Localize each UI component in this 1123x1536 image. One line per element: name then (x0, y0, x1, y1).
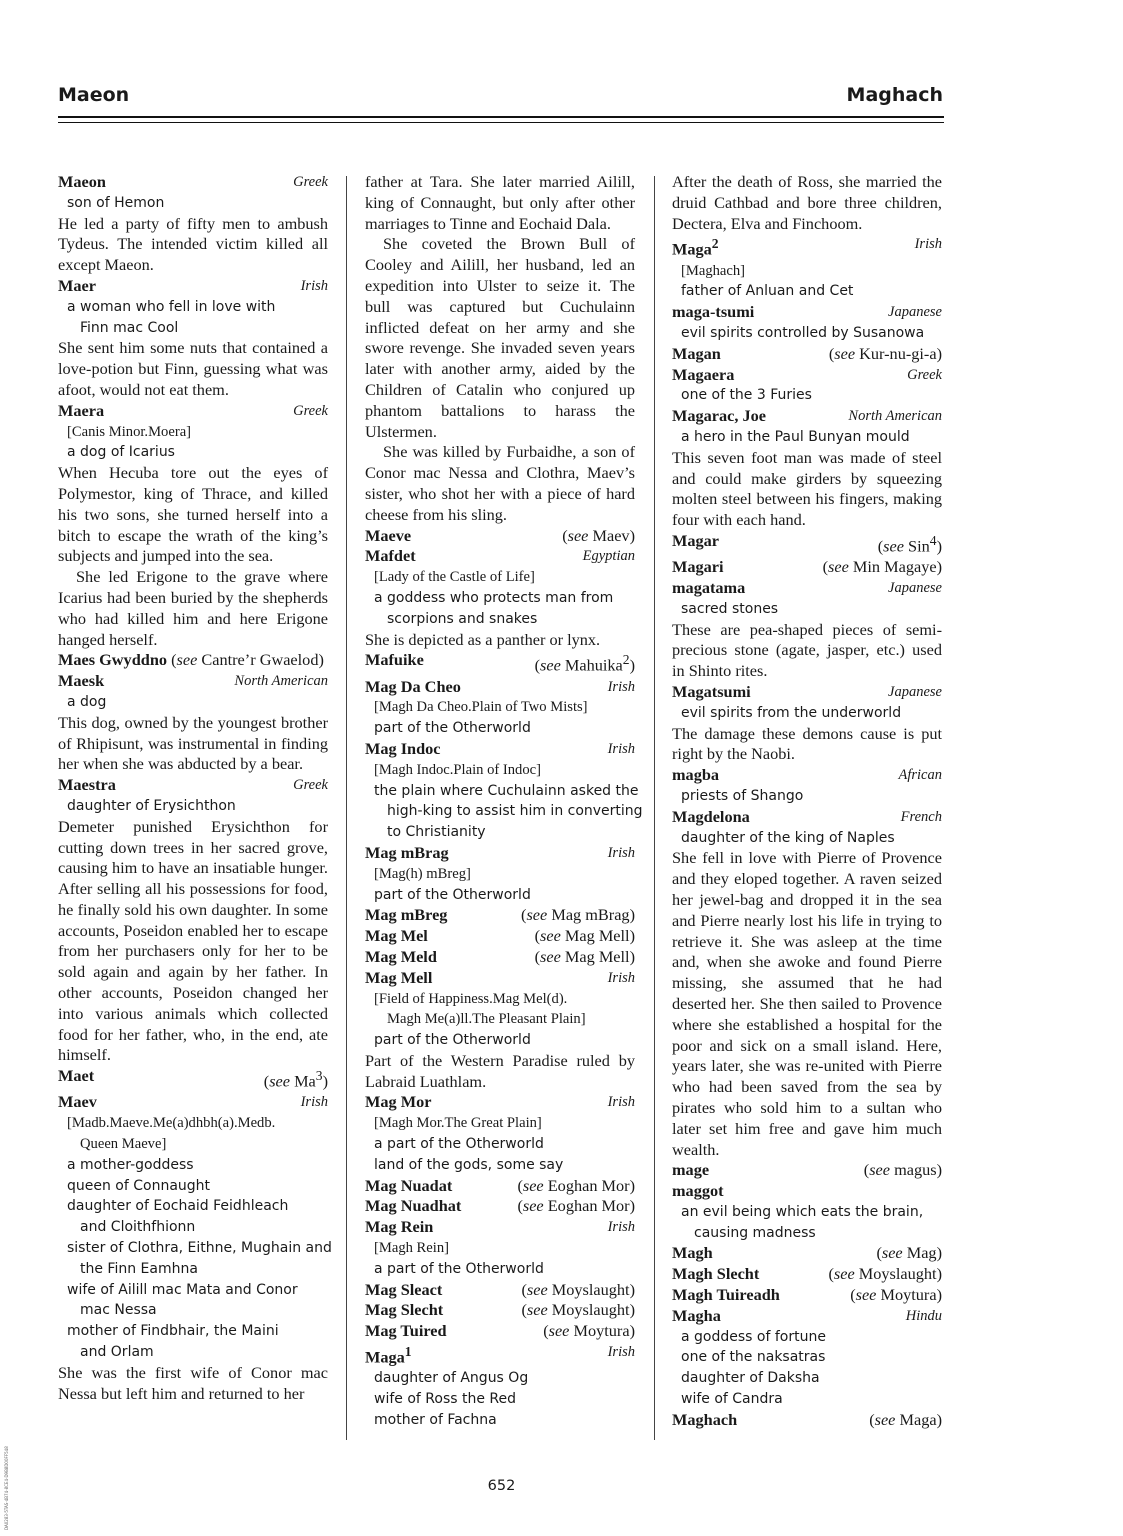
see-label: see (269, 1071, 290, 1091)
entry-term: Maet (58, 1066, 95, 1086)
entry-cross-reference (365, 1321, 635, 1342)
entry-term (365, 677, 461, 698)
entry-term (58, 276, 96, 297)
running-header-right: Maghach (846, 84, 943, 106)
see-label: see (883, 536, 904, 556)
reference-target: Maev (592, 525, 630, 545)
entry-definition: daughter of the king of Naples (681, 829, 895, 846)
cross-reference: (see Moytura) (850, 1285, 942, 1305)
entry-definition: a woman who fell in love with (67, 298, 276, 315)
entry-definition: daughter of Eochaid Feidhleach (67, 1198, 289, 1215)
entry-origin-tag: Japanese (888, 579, 942, 596)
entry-origin-tag: African (898, 767, 942, 784)
entry-origin-tag: Japanese (888, 304, 942, 321)
entry-headword-line (58, 276, 328, 297)
entry-term: Maeve (365, 525, 412, 545)
entry-term-text: Mag Indoc (365, 738, 441, 758)
entry-term-text: Mag Mor (365, 1092, 432, 1112)
entry-term (365, 1217, 433, 1238)
entry-headword-line (365, 546, 635, 567)
entry-term: Mag Meld (365, 946, 437, 966)
entry-headword-line (58, 671, 328, 692)
reference-target: Cantre’r Gwaelod) (197, 650, 324, 670)
entry-term-text: Maev (58, 1092, 97, 1112)
entry-body-text: father at Tara. She later married Ailill, king of Connaught, but only after other marriages to Tinne and Eochaid Dala. (365, 172, 635, 233)
entry-term: Magh (672, 1243, 713, 1263)
entry-origin-tag: Japanese (888, 683, 942, 700)
entry-alternate-names: [Magh Indoc.Plain of Indoc] (374, 761, 541, 778)
entry-definition: sister of Clothra, Eithne, Mughain and (67, 1240, 332, 1257)
entry-alternate-names: [Canis Minor.Moera] (67, 423, 192, 440)
entry-term-text: Mafdet (365, 546, 416, 566)
entry-term-superscript: 1 (404, 1344, 412, 1360)
entry-term-text: maggot (672, 1181, 724, 1201)
entry-term-text: Maeon (58, 172, 106, 191)
entry-cross-reference (365, 1196, 635, 1217)
entry-origin-tag: Greek (293, 402, 328, 419)
entry-definition: part of the Otherworld (374, 720, 531, 737)
entry-term (58, 1092, 97, 1113)
entry-term: mage (672, 1160, 710, 1180)
entry-body-text: Part of the Western Paradise ruled by Labraid Luathlam. (365, 1050, 635, 1091)
cross-reference: (see magus) (863, 1160, 942, 1180)
entry-origin-tag: Irish (607, 844, 635, 861)
reference-target: Moytura (573, 1321, 630, 1341)
entry-origin-tag: Egyptian (582, 548, 635, 565)
entry-definition: the Finn Eamhna (80, 1260, 198, 1277)
entry-term-text: Magdelona (672, 806, 750, 826)
entry-term: Magan (672, 343, 721, 363)
reference-target: Mahuika (564, 655, 623, 675)
entry-headword-line (365, 843, 635, 864)
entry-alternate-names: [Field of Happiness.Mag Mel(d). (374, 990, 568, 1007)
reference-target: magus (894, 1160, 937, 1180)
entry-term-text: magatama (672, 577, 746, 597)
entry-term-text: Maestra (58, 775, 116, 795)
entry-headword-line (365, 1342, 635, 1368)
entry-cross-reference (365, 947, 635, 968)
cross-reference: (see Eoghan Mor) (517, 1196, 635, 1216)
reference-superscript: 2 (622, 652, 630, 668)
header-rule-thick (58, 116, 944, 118)
entry-definition: priests of Shango (681, 787, 804, 804)
entry-body-text: She was killed by Furbaidhe, a son of Conor mac Nessa and Clothra, Maev’s sister, who shot her with a piece of hard cheese from his sling. (365, 442, 635, 524)
entry-alternate-names: Queen Maeve] (80, 1136, 167, 1153)
see-label: see (540, 926, 561, 946)
see-label: see (869, 1160, 890, 1180)
entry-term: Maghach (672, 1409, 738, 1429)
entry-term-text: Maer (58, 275, 96, 295)
entry-definition: part of the Otherworld (374, 1032, 531, 1049)
entry-term (365, 843, 449, 864)
entry-origin-tag: Irish (607, 740, 635, 757)
entry-term (58, 671, 104, 692)
entry-body-text: She sent him some nuts that contained a love-potion but Finn, guessing what was afoot, would not eat them. (58, 338, 328, 399)
see-label: see (833, 1264, 855, 1284)
entry-term-text: Magarac, Joe (672, 406, 767, 426)
entry-cross-reference (365, 926, 635, 947)
reference-target: Kur-nu-gi-a (859, 343, 937, 363)
entry-definition: sacred stones (681, 600, 779, 617)
entry-body-text: The damage these demons cause is put right by the Naobi. (672, 723, 942, 764)
entry-term (672, 302, 754, 323)
entry-origin-tag: Irish (607, 678, 635, 695)
see-label: see (522, 1196, 544, 1216)
entry-body-text: These are pea-shaped pieces of semi-precious stone (agate, jasper, etc.) used in Shinto rites. (672, 619, 942, 681)
entry-cross-reference (672, 557, 942, 578)
column-divider (346, 176, 347, 1440)
entry-definition: daughter of Erysichthon (67, 797, 236, 814)
entry-term: Mag mBreg (365, 905, 448, 925)
entry-body-text: She coveted the Brown Bull of Cooley and Ailill, her husband, led an expedition into Ulster to seize it. The bull was captured but Cuchulainn inflicted defeat on her army and she swore revenge. She invaded seven years later with another army, aided by the Children of Catalin who conjured up phantom battalions to harass the Ulstermen. (365, 234, 635, 441)
entry-headword-line (672, 406, 942, 427)
entry-definition: father of Anluan and Cet (681, 283, 854, 300)
entry-definition: mother of Findbhair, the Maini (67, 1323, 279, 1340)
entry-definition: queen of Connaught (67, 1177, 211, 1194)
entry-definition: a hero in the Paul Bunyan mould (681, 428, 910, 445)
entry-term: Magh Slecht (672, 1264, 760, 1284)
entry-term: Mag Tuired (365, 1321, 447, 1341)
reference-superscript: 4 (929, 532, 937, 548)
entry-definition: daughter of Angus Og (374, 1370, 529, 1387)
see-label: see (540, 946, 561, 966)
entry-term (365, 1092, 431, 1113)
entry-definition: high-king to assist him in converting (387, 803, 643, 820)
entry-headword-line (672, 1306, 942, 1327)
open-paren: ( (167, 650, 177, 670)
entry-term-text: Mag mBrag (365, 842, 449, 862)
entry-term: Magari (672, 557, 724, 577)
entry-definition: wife of Ross the Red (374, 1391, 517, 1408)
entry-definition: and Orlam (80, 1344, 154, 1361)
entry-term (672, 807, 750, 828)
entry-term (365, 968, 432, 989)
reference-target: Moyslaught (551, 1300, 630, 1320)
entry-body-text: This seven foot man was made of steel and could make girders by squeezing molten steel between his fingers, making four with each hand. (672, 447, 942, 530)
entry-origin-tag: North American (234, 673, 328, 690)
entry-definition: a part of the Otherworld (374, 1260, 544, 1277)
cross-reference: (see Moytura) (543, 1321, 635, 1341)
entry-term: Mag Nuadat (365, 1175, 453, 1195)
entry-headword-line (672, 807, 942, 828)
entry-definition: a mother-goddess (67, 1156, 194, 1173)
entry-term-text: maga-tsumi (672, 302, 755, 322)
cross-reference: (see Maga) (869, 1409, 942, 1429)
reference-target: Mag Mell (564, 946, 630, 966)
entry-term (58, 775, 116, 796)
entry-headword-line (58, 775, 328, 796)
entry-term-text: Maga (365, 1347, 405, 1367)
header-rule-thin (58, 122, 944, 123)
entry-definition: a dog of Icarius (67, 444, 175, 461)
entry-term-text: magba (672, 765, 720, 785)
see-label: see (526, 1279, 548, 1299)
entry-term-text: Maesk (58, 671, 105, 691)
entry-headword-line (672, 365, 942, 386)
entry-term: Mag Nuadhat (365, 1196, 462, 1216)
entry-term (672, 1181, 724, 1202)
column-1 (58, 172, 332, 1404)
entry-headword-line (58, 172, 328, 193)
entry-cross-reference (365, 1300, 635, 1321)
entry-definition: and Cloithfhionn (80, 1219, 196, 1236)
reference-superscript: 3 (315, 1068, 323, 1084)
entry-headword-line (672, 578, 942, 599)
cross-reference: (see Maev) (562, 525, 635, 545)
entry-cross-reference (672, 531, 942, 557)
reference-target: Mag mBrag (551, 905, 630, 925)
entry-definition: wife of Ailill mac Mata and Conor (67, 1281, 298, 1298)
entry-origin-tag: Irish (607, 1094, 635, 1111)
entry-definition: an evil being which eats the brain, (681, 1203, 924, 1220)
see-label: see (567, 525, 589, 545)
page-number: 652 (487, 1478, 516, 1494)
cross-reference: (see Moyslaught) (521, 1300, 635, 1320)
cross-reference: (see Kur-nu-gi-a) (828, 343, 942, 363)
see-label: see (828, 557, 849, 577)
entry-definition: a goddess who protects man from (374, 589, 614, 606)
cross-reference: (see Mahuika$^2$) (534, 652, 635, 675)
entry-origin-tag: Greek (293, 174, 328, 190)
entry-headword-line (365, 677, 635, 698)
reference-target: Mag Mell (564, 926, 630, 946)
entry-origin-tag: Irish (300, 277, 328, 294)
cross-reference: (see Sin$^4$) (877, 532, 942, 556)
cross-reference: (see Mag mBrag) (521, 905, 635, 925)
see-label: see (522, 1175, 544, 1195)
entry-body-text: When Hecuba tore out the eyes of Polymestor, king of Thrace, and killed his two sons, she turned herself into a bitch to escape the wrath of the king’s subjects and jumped into the sea. (58, 463, 328, 566)
entry-cross-reference (365, 1280, 635, 1301)
reference-target: Eoghan Mor (547, 1196, 630, 1216)
entry-alternate-names: [Mag(h) mBreg] (374, 865, 471, 882)
cross-reference: (see Eoghan Mor) (517, 1175, 635, 1195)
entry-cross-reference (365, 650, 635, 676)
entry-body-text: Demeter punished Erysichthon for cutting down trees in her sacred grove, causing him to have an insatiable hunger. After selling all his possessions for food, he finally sold his own daughter. In some accounts, Poseidon enabled her to escape from her purchasers only for her to be sold again and again by her father. In other accounts, Poseidon changed her into various animals which collected food for her father, who, in the end, ate himself. (58, 816, 328, 1065)
entry-headword-line (365, 968, 635, 989)
entry-origin-tag: French (900, 808, 942, 825)
entry-definition: mac Nessa (80, 1302, 157, 1319)
entry-cross-reference (672, 1410, 942, 1431)
entry-cross-reference (365, 526, 635, 547)
entry-term: Mag Mel (365, 926, 428, 946)
cross-reference: (see Ma$^3$) (263, 1068, 328, 1091)
entry-body-text: After the death of Ross, she married the druid Cathbad and bore three children, Dectera, Elva and Finchoom. (672, 172, 942, 233)
entry-definition: a dog (67, 693, 107, 710)
running-header-left: Maeon (58, 84, 130, 106)
see-label: see (548, 1321, 570, 1341)
see-label: see (855, 1285, 877, 1305)
see-label: see (881, 1243, 903, 1263)
entry-definition: Finn mac Cool (80, 319, 179, 336)
reference-target: Ma (294, 1071, 316, 1091)
entry-term-text: Mag Da Cheo (365, 676, 461, 696)
reference-target: Maga (899, 1409, 937, 1429)
entry-headword-line (672, 682, 942, 703)
entry-definition: evil spirits controlled by Susanowa (681, 325, 925, 341)
entry-origin-tag: North American (848, 408, 942, 425)
side-code: DA0283-5TAS-4B74-8CE4-D9B8D00FF548 (4, 1446, 9, 1530)
reference-target: Mag (906, 1243, 937, 1263)
entry-origin-tag: Hindu (905, 1307, 942, 1324)
reference-target: Eoghan Mor (547, 1175, 630, 1195)
entry-headword-line (365, 1092, 635, 1113)
entry-cross-reference (672, 1160, 942, 1181)
entry-cross-reference (672, 1285, 942, 1306)
entry-headword-line (365, 739, 635, 760)
entry-term: Mag Slecht (365, 1300, 444, 1320)
entry-headword-line (672, 302, 942, 323)
entry-definition: one of the naksatras (681, 1349, 826, 1366)
entry-origin-tag: Irish (607, 1344, 635, 1361)
entry-headword-line (58, 401, 328, 422)
entry-term (672, 578, 745, 599)
entry-origin-tag: Irish (300, 1094, 328, 1111)
cross-reference: (see Mag Mell) (534, 926, 635, 946)
entry-headword-line (365, 1217, 635, 1238)
entry-term: Magar (672, 530, 720, 550)
reference-target: Sin (908, 536, 930, 556)
entry-term (58, 401, 104, 422)
entry-definition: son of Hemon (67, 194, 165, 211)
entry-cross-reference (58, 1066, 328, 1092)
entry-term (672, 365, 734, 386)
entry-headword-line (58, 1092, 328, 1113)
entry-cross-reference (365, 1176, 635, 1197)
entry-alternate-names: [Magh Mor.The Great Plain] (374, 1115, 542, 1132)
entry-term (672, 682, 751, 703)
entry-origin-tag: Irish (607, 1219, 635, 1236)
entry-term (672, 406, 766, 427)
entry-alternate-names: [Maghach] (681, 262, 746, 279)
see-label: see (874, 1409, 896, 1429)
column-divider (654, 176, 655, 1440)
entry-alternate-names: Magh Me(a)ll.The Pleasant Plain] (387, 1011, 586, 1028)
entry-cross-reference (365, 905, 635, 926)
entry-alternate-names: [Lady of the Castle of Life] (374, 569, 535, 586)
column-3 (672, 172, 942, 1431)
entry-term (365, 546, 416, 567)
entry-body-text: He led a party of fifty men to ambush Tydeus. The intended victim killed all except Maeon. (58, 213, 328, 275)
entry-term-text: Magaera (672, 364, 735, 384)
entry-term (672, 765, 719, 786)
entry-definition: to Christianity (387, 824, 486, 841)
entry-definition: one of the 3 Furies (681, 387, 812, 404)
entry-body-text: She fell in love with Pierre of Provence and they eloped together. A raven seized her jewel-bag and dropped it in the sea and Pierre nearly lost his life in trying to retrieve it. She was asleep at the time and, when she awoke and found Pierre missing, she assumed that he had deserted her. She then sailed to Provence where she established a hospital for the poor and sick on a small island. Here, years later, she was re-united with Pierre who had been saved from the sea by pirates who sold him to a sultan who later set him free and gave him much wealth. (672, 848, 942, 1159)
entry-definition: a goddess of fortune (681, 1328, 826, 1345)
entry-cross-reference (58, 650, 328, 671)
entry-definition: a part of the Otherworld (374, 1136, 544, 1153)
entry-term-text: Mag Mell (365, 967, 433, 987)
entry-term (672, 1306, 721, 1327)
entry-term: Mag Sleact (365, 1279, 443, 1299)
entry-definition: evil spirits from the underworld (681, 704, 902, 721)
reference-target: Moyslaught (551, 1279, 630, 1299)
entry-headword-line (672, 234, 942, 260)
entry-origin-tag: Greek (907, 366, 942, 383)
entry-alternate-names: [Magh Rein] (374, 1240, 449, 1257)
entry-origin-tag: Irish (607, 969, 635, 986)
see-label: see (834, 343, 856, 363)
cross-reference: (see Mag Mell) (534, 946, 635, 966)
entry-term (672, 234, 719, 260)
entry-term: Mafuike (365, 650, 424, 670)
entry-term (58, 172, 106, 193)
see-label: see (176, 650, 198, 670)
entry-alternate-names: [Magh Da Cheo.Plain of Two Mists] (374, 699, 588, 716)
entry-cross-reference (672, 1264, 942, 1285)
entry-body-text: She was the first wife of Conor mac Nessa but left him and returned to her (58, 1362, 328, 1403)
entry-term: Magh Tuireadh (672, 1285, 780, 1305)
entry-term (365, 1342, 412, 1368)
entry-definition: mother of Fachna (374, 1411, 497, 1428)
entry-definition: daughter of Daksha (681, 1370, 820, 1387)
see-label: see (526, 1300, 548, 1320)
entry-headword-line (672, 1181, 942, 1202)
column-2 (365, 172, 643, 1431)
entry-cross-reference (672, 1243, 942, 1264)
entry-body-text: She is depicted as a panther or lynx. (365, 629, 601, 649)
entry-definition: causing madness (694, 1224, 816, 1241)
entry-term-text: Maera (58, 400, 105, 420)
entry-body-text: She led Erigone to the grave where Icarius had been buried by the shepherds who had killed him and here Erigone hanged herself. (58, 567, 328, 649)
cross-reference: (see Min Magaye) (822, 557, 942, 577)
entry-definition: land of the gods, some say (374, 1156, 564, 1173)
entry-body-text: This dog, owned by the youngest brother of Rhipisunt, was instrumental in finding her when she was abducted by a bear. (58, 712, 328, 774)
entry-definition: wife of Candra (681, 1391, 783, 1408)
entry-term-text: Magha (672, 1305, 721, 1325)
entry-cross-reference (672, 344, 942, 365)
entry-term-text: Mag Rein (365, 1217, 434, 1237)
see-label: see (540, 655, 561, 675)
entry-alternate-names: [Madb.Maeve.Me(a)dhbh(a).Medb. (67, 1115, 276, 1132)
cross-reference: (see Moyslaught) (521, 1279, 635, 1299)
see-label: see (526, 905, 548, 925)
reference-target: Min Magaye (852, 557, 937, 577)
reference-target: Moyslaught (858, 1264, 937, 1284)
entry-headword-line (672, 765, 942, 786)
reference-target: Moytura (880, 1285, 937, 1305)
entry-definition: scorpions and snakes (387, 610, 538, 627)
entry-term (365, 739, 441, 760)
entry-origin-tag: Irish (914, 236, 942, 253)
cross-reference: (see Moyslaught) (828, 1264, 942, 1284)
entry-term: Maes Gwyddno (58, 650, 168, 670)
cross-reference: (see Mag) (876, 1243, 942, 1263)
entry-term-text: Maga (672, 239, 712, 259)
entry-origin-tag: Greek (293, 777, 328, 794)
entry-term-superscript: 2 (711, 236, 719, 252)
entry-term-text: Magatsumi (672, 681, 751, 701)
entry-definition: part of the Otherworld (374, 886, 531, 903)
entry-definition: the plain where Cuchulainn asked the (374, 782, 639, 799)
